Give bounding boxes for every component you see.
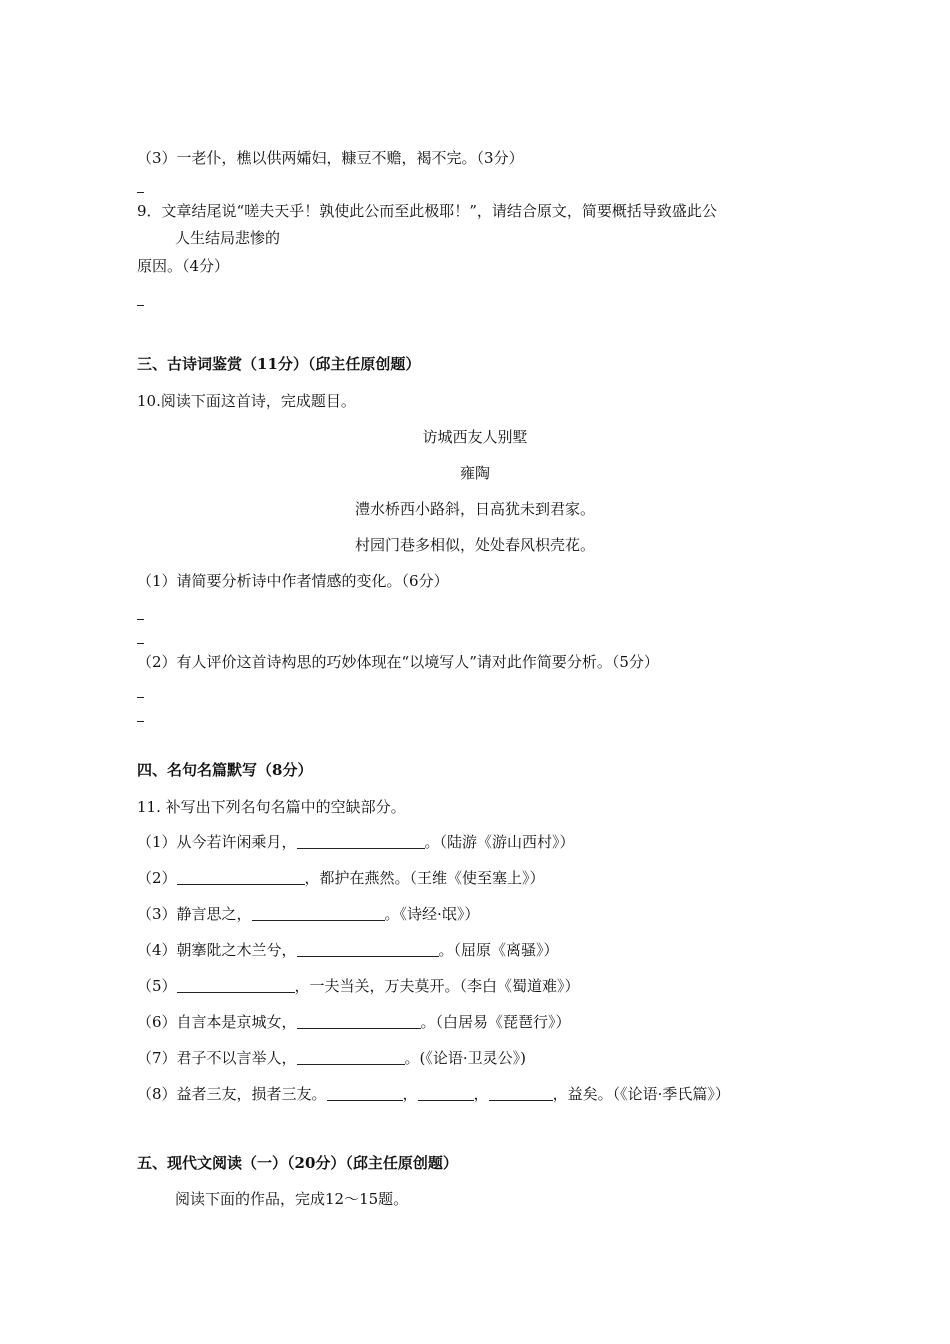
answer-line — [137, 192, 144, 193]
poem-line-2: 村园门巷多相似，处处春风枳壳花。 — [354, 536, 595, 554]
fill-text: （1）从今若许闲乘月， — [137, 833, 297, 851]
fill-text: （8）益者三友，损者三友。 — [137, 1085, 327, 1103]
fill-blank[interactable] — [327, 1086, 403, 1101]
fill-text: ，都护在燕然。（王维《使至塞上》） — [304, 869, 545, 887]
fill-text: （4）朝搴阰之木兰兮， — [137, 941, 297, 959]
fill-text: （6）自言本是京城女， — [137, 1013, 297, 1031]
question-8-3: （3）一老仆，樵以供两孀妇，糠豆不赡，褐不完。（3分） — [137, 149, 524, 167]
fill-text: ，一夫当关，万夫莫开。（李白《蜀道难》） — [294, 977, 580, 995]
fill-text: 。（陆游《游山西村》） — [424, 833, 575, 851]
answer-line — [137, 643, 144, 644]
fill-text: 。(《论语·卫灵公》) — [404, 1049, 527, 1067]
question-10-1: （1）请简要分析诗中作者情感的变化。（6分） — [137, 572, 449, 590]
fill-text: （3）静言思之， — [137, 905, 252, 923]
fill-blank[interactable] — [177, 978, 295, 993]
answer-line — [137, 721, 144, 722]
fill-text: 。（屈原《离骚》） — [438, 941, 559, 959]
poem-line-1: 澧水桥西小路斜，日高犹未到君家。 — [354, 500, 595, 518]
fill-text: （5） — [137, 977, 177, 995]
poem-author: 雍陶 — [459, 464, 490, 482]
fill-blank[interactable] — [297, 942, 439, 957]
fill-blank[interactable] — [252, 906, 385, 921]
fill-blank[interactable] — [297, 1050, 405, 1065]
question-10-2: （2）有人评价这首诗构思的巧妙体现在“以境写人”请对此作简要分析。（5分） — [137, 653, 659, 671]
fill-item-3 — [137, 904, 479, 924]
fill-text: （7）君子不以言举人， — [137, 1049, 297, 1067]
section-5-title: 五、现代文阅读（一）（20分）（邱主任原创题） — [137, 1154, 458, 1172]
answer-line — [137, 697, 144, 698]
fill-text: ，益矣。（《论语·季氏篇》） — [552, 1085, 730, 1103]
section-3-title: 三、古诗词鉴赏（11分）（邱主任原创题） — [137, 355, 421, 373]
fill-item-1 — [137, 832, 575, 852]
question-9-cont: 人生结局悲惨的 — [175, 229, 281, 247]
fill-blank[interactable] — [418, 1086, 474, 1101]
fill-text: 。（白居易《琵琶行》） — [420, 1013, 571, 1031]
question-9: 9．文章结尾说“嗟夫天乎！孰使此公而至此极耶！”，请结合原文，简要概括导致盛此公 — [137, 202, 717, 220]
question-11-intro: 11. 补写出下列名句名篇中的空缺部分。 — [137, 798, 406, 816]
fill-item-6 — [137, 1012, 571, 1032]
fill-blank[interactable] — [297, 834, 425, 849]
fill-item-8 — [137, 1084, 730, 1104]
fill-item-2 — [137, 868, 545, 888]
fill-item-5 — [137, 976, 580, 996]
section-4-title: 四、名句名篇默写（8分） — [137, 761, 313, 779]
fill-item-7 — [137, 1048, 526, 1068]
fill-text: （2） — [137, 869, 177, 887]
answer-line — [137, 619, 144, 620]
fill-blank[interactable] — [177, 870, 305, 885]
question-9-cont2: 原因。（4分） — [137, 257, 230, 275]
section-5-intro: 阅读下面的作品，完成12～15题。 — [175, 1190, 409, 1208]
fill-sep: ， — [473, 1085, 489, 1103]
fill-blank[interactable] — [489, 1086, 553, 1101]
fill-sep: ， — [402, 1085, 418, 1103]
poem-title: 访城西友人别墅 — [422, 428, 528, 446]
fill-blank[interactable] — [297, 1014, 421, 1029]
fill-text: 。《诗经·氓》） — [384, 905, 480, 923]
fill-item-4 — [137, 940, 559, 960]
answer-line — [137, 305, 144, 306]
question-10-intro: 10.阅读下面这首诗，完成题目。 — [137, 392, 356, 410]
